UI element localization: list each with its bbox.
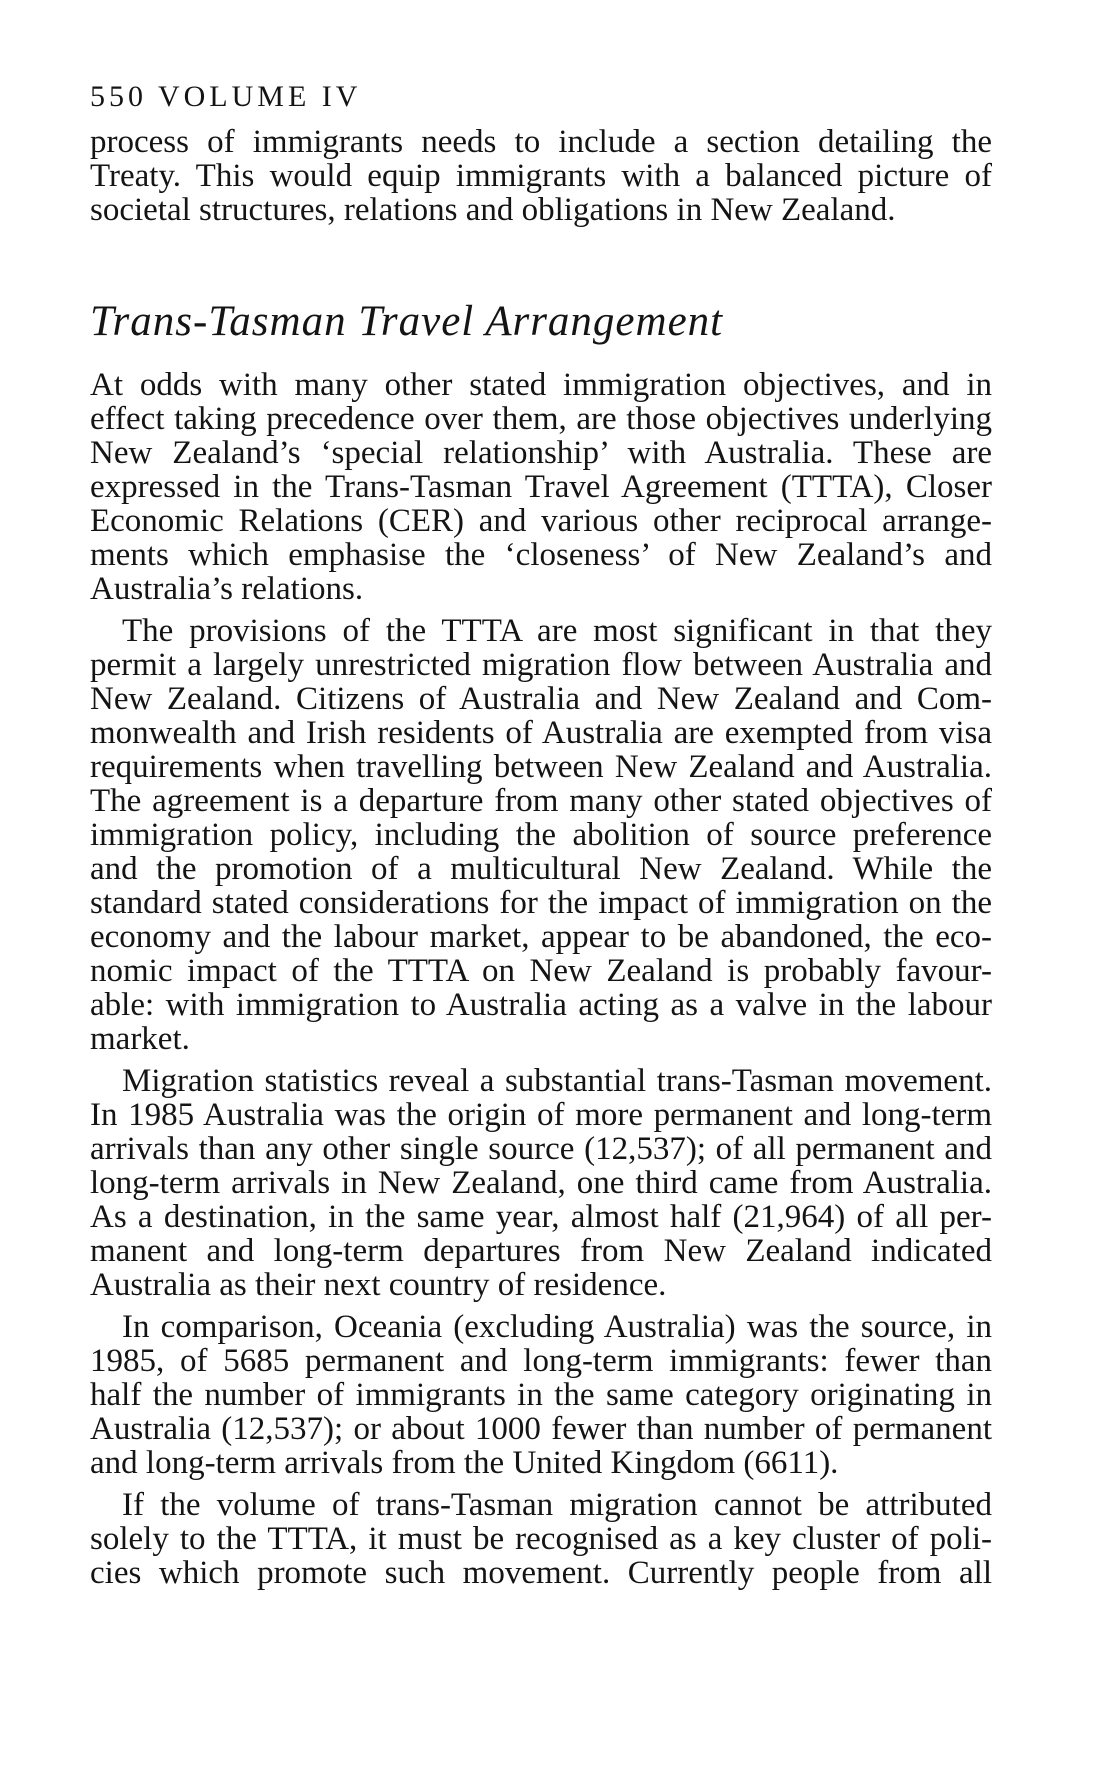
paragraph-4-line: 1985, of 5685 permanent and long-term immigrants: fewer than (90, 1343, 992, 1379)
page-number: 550 (90, 80, 147, 113)
paragraph-1-line: ments which emphasise the ‘closeness’ of New Zealand’s and (90, 537, 992, 573)
paragraph-2-line: requirements when travelling between New Zealand and Australia. (90, 749, 992, 785)
paragraph-4-line: Australia (12,537); or about 1000 fewer than number of permanent (90, 1411, 992, 1447)
paragraph-2-line: New Zealand. Citizens of Australia and New Zealand and Com- (90, 681, 992, 717)
paragraph-2-line: economy and the labour market, appear to be abandoned, the eco- (90, 919, 992, 955)
paragraph-1-line: Economic Relations (CER) and various other reciprocal arrange- (90, 503, 992, 539)
paragraph-4-line: In comparison, Oceania (excluding Australia) was the source, in (122, 1309, 992, 1345)
opening-line: societal structures, relations and obligations in New Zealand. (90, 192, 896, 228)
opening-line: Treaty. This would equip immigrants with a balanced picture of (90, 158, 992, 194)
paragraph-2-line: The provisions of the TTTA are most significant in that they (122, 613, 992, 649)
section-heading: Trans-Tasman Travel Arrangement (90, 298, 724, 345)
paragraph-5-line: cies which promote such movement. Currently people from all (90, 1555, 992, 1591)
paragraph-2-line: standard stated considerations for the impact of immigration on the (90, 885, 992, 921)
paragraph-2-line: nomic impact of the TTTA on New Zealand is probably favour- (90, 953, 992, 989)
paragraph-1-line: Australia’s relations. (90, 571, 364, 607)
paragraph-3-line: arrivals than any other single source (12,537); of all permanent and (90, 1131, 992, 1167)
paragraph-3-line: long-term arrivals in New Zealand, one third came from Australia. (90, 1165, 992, 1201)
paragraph-1-line: expressed in the Trans-Tasman Travel Agreement (TTTA), Closer (90, 469, 992, 505)
paragraph-2-line: monwealth and Irish residents of Australia are exempted from visa (90, 715, 992, 751)
paragraph-2-line: and the promotion of a multicultural New Zealand. While the (90, 851, 992, 887)
paragraph-5-line: solely to the TTTA, it must be recognised as a key cluster of poli- (90, 1521, 992, 1557)
paragraph-2-line: The agreement is a departure from many other stated objectives of (90, 783, 992, 819)
paragraph-3-line: Australia as their next country of residence. (90, 1267, 667, 1303)
volume-label: VOLUME IV (157, 80, 362, 113)
opening-line: process of immigrants needs to include a section detailing the (90, 124, 992, 160)
paragraph-2-line: immigration policy, including the abolition of source preference (90, 817, 992, 853)
paragraph-4-line: and long-term arrivals from the United Kingdom (6611). (90, 1445, 839, 1481)
paragraph-5-line: If the volume of trans-Tasman migration cannot be attributed (122, 1487, 992, 1523)
paragraph-3-line: In 1985 Australia was the origin of more permanent and long-term (90, 1097, 992, 1133)
paragraph-1-line: effect taking precedence over them, are those objectives underlying (90, 401, 992, 437)
paragraph-2-line: permit a largely unrestricted migration flow between Australia and (90, 647, 992, 683)
running-head (90, 80, 361, 114)
paragraph-3-line: Migration statistics reveal a substantial trans-Tasman movement. (122, 1063, 992, 1099)
paragraph-1-line: At odds with many other stated immigration objectives, and in (90, 367, 992, 403)
paragraph-3-line: As a destination, in the same year, almost half (21,964) of all per- (90, 1199, 992, 1235)
paragraph-1-line: New Zealand’s ‘special relationship’ with Australia. These are (90, 435, 992, 471)
paragraph-4-line: half the number of immigrants in the same category originating in (90, 1377, 992, 1413)
paragraph-2-line: able: with immigration to Australia acting as a valve in the labour (90, 987, 992, 1023)
paragraph-3-line: manent and long-term departures from New Zealand indicated (90, 1233, 992, 1269)
paragraph-2-line: market. (90, 1021, 190, 1057)
